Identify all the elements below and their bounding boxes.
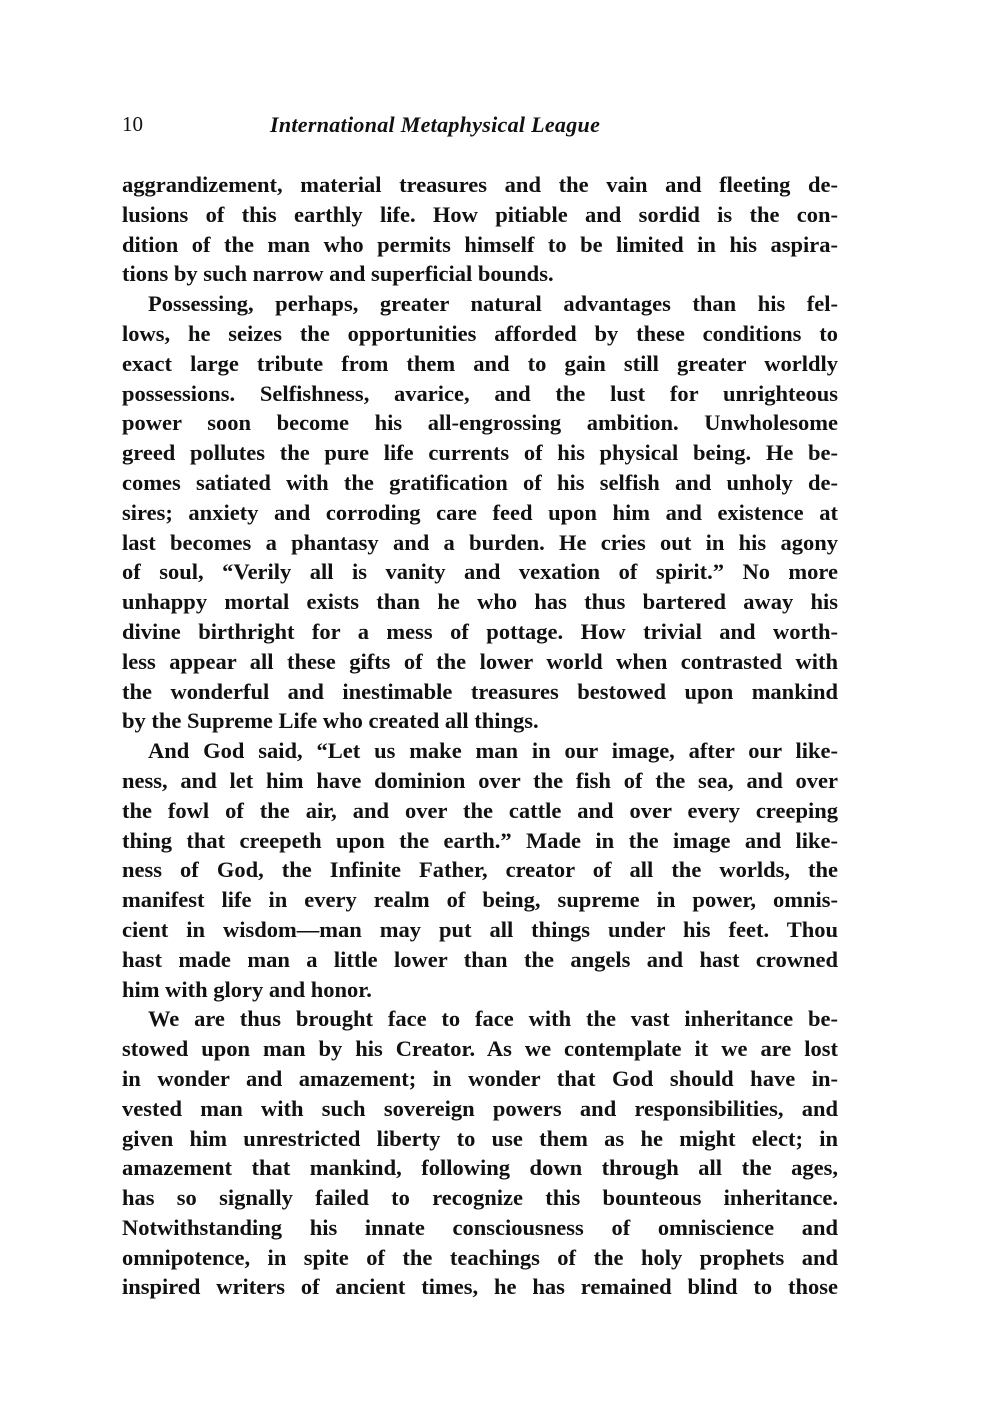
page-number: 10 <box>122 112 143 136</box>
text-line: stowed upon man by his Creator. As we contemplate it we are lost <box>122 1036 838 1062</box>
text-line: And God said, “Let us make man in our image, after our like- <box>148 738 838 764</box>
text-line: the wonderful and inestimable treasures bestowed upon mankind <box>122 678 838 704</box>
text-line: lows, he seizes the opportunities afforded by these conditions to <box>122 320 838 346</box>
paragraph <box>122 170 838 289</box>
text-line: greed pollutes the pure life currents of his physical being. He be- <box>122 440 838 466</box>
text-line: in wonder and amazement; in wonder that God should have in- <box>122 1065 838 1091</box>
running-title: International Metaphysical League <box>270 112 601 137</box>
text-line: less appear all these gifts of the lower world when contrasted with <box>122 648 838 674</box>
text-line: divine birthright for a mess of pottage. How trivial and worth- <box>122 618 838 644</box>
text-line: comes satiated with the gratification of his selfish and unholy de- <box>122 469 838 495</box>
text-line: last becomes a phantasy and a burden. He cries out in his agony <box>122 529 838 555</box>
paragraph <box>122 289 838 736</box>
text-line: amazement that mankind, following down through all the ages, <box>122 1155 838 1181</box>
text-line: aggrandizement, material treasures and the vain and fleeting de- <box>122 172 838 197</box>
text-line: the fowl of the air, and over the cattle and over every creeping <box>122 797 838 823</box>
text-line: We are thus brought face to face with the vast inheritance be- <box>148 1006 838 1032</box>
text-line: has so signally failed to recognize this bounteous inheritance. <box>122 1185 838 1211</box>
text-line: lusions of this earthly life. How pitiable and sordid is the con- <box>122 201 838 227</box>
text-line: unhappy mortal exists than he who has thus bartered away his <box>122 589 838 615</box>
text-line: dition of the man who permits himself to be limited in his aspira- <box>122 231 838 257</box>
text-line: omnipotence, in spite of the teachings of the holy prophets and <box>122 1244 838 1270</box>
text-line: of soul, “Verily all is vanity and vexation of spirit.” No more <box>122 559 838 585</box>
text-line: cient in wisdom—man may put all things under his feet. Thou <box>122 916 838 942</box>
text-line: possessions. Selfishness, avarice, and the lust for unrighteous <box>122 380 838 406</box>
text-line: inspired writers of ancient times, he has remained blind to those <box>122 1274 838 1300</box>
text-line: manifest life in every realm of being, supreme in power, omnis- <box>122 887 838 913</box>
text-line: tions by such narrow and superficial bounds. <box>122 261 554 287</box>
text-line: ness of God, the Infinite Father, creator of all the worlds, the <box>122 857 838 883</box>
text-line: by the Supreme Life who created all things. <box>122 708 539 734</box>
text-line: given him unrestricted liberty to use them as he might elect; in <box>122 1125 838 1151</box>
text-line: hast made man a little lower than the angels and hast crowned <box>122 946 838 972</box>
paragraph <box>122 1004 838 1302</box>
text-line: exact large tribute from them and to gain still greater worldly <box>122 350 838 376</box>
body-text <box>122 170 838 1302</box>
running-header <box>122 112 838 142</box>
text-line: vested man with such sovereign powers and responsibilities, and <box>122 1095 838 1121</box>
text-line: power soon become his all-engrossing ambition. Unwholesome <box>122 410 838 436</box>
text-line: sires; anxiety and corroding care feed upon him and existence at <box>122 499 838 525</box>
text-line: Notwithstanding his innate consciousness of omniscience and <box>122 1214 838 1240</box>
text-line: thing that creepeth upon the earth.” Made in the image and like- <box>122 827 838 853</box>
text-line: Possessing, perhaps, greater natural advantages than his fel- <box>148 291 838 317</box>
paragraph <box>122 736 838 1004</box>
text-line: ness, and let him have dominion over the fish of the sea, and over <box>122 767 838 793</box>
text-line: him with glory and honor. <box>122 976 372 1002</box>
